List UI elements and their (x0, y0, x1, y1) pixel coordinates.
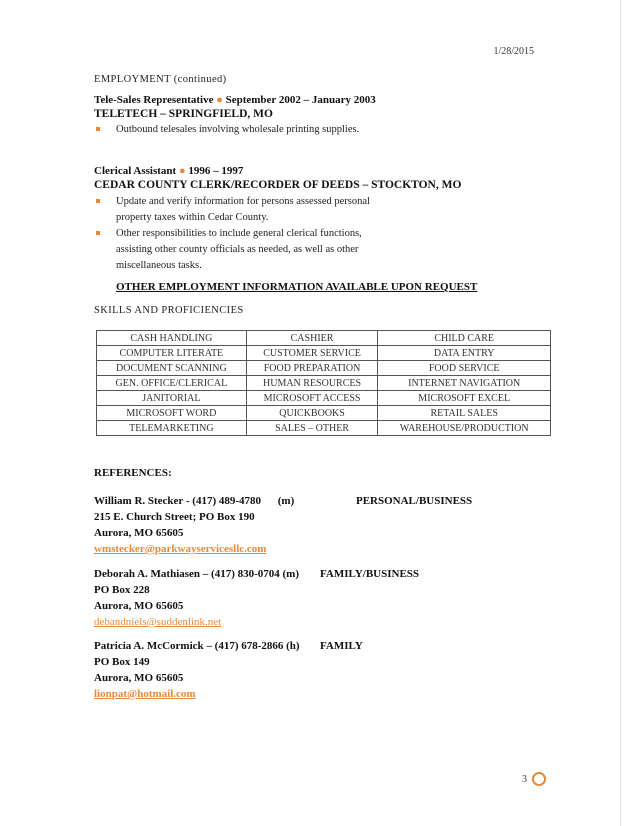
skill-cell: CASH HANDLING (97, 331, 247, 346)
skill-cell: FOOD PREPARATION (246, 361, 378, 376)
skill-cell: MICROSOFT WORD (97, 406, 247, 421)
skill-cell: INTERNET NAVIGATION (378, 376, 551, 391)
reference-1 (94, 493, 514, 557)
skill-cell: DOCUMENT SCANNING (97, 361, 247, 376)
skill-cell: QUICKBOOKS (246, 406, 378, 421)
skill-cell: GEN. OFFICE/CLERICAL (97, 376, 247, 391)
job-dates: September 2002 – January 2003 (225, 94, 376, 106)
bullet-marker (96, 199, 100, 203)
reference-address-line1: 215 E. Church Street; PO Box 190 (94, 511, 255, 523)
page-date: 1/28/2015 (493, 46, 534, 57)
job-employer: TELETECH – SPRINGFIELD, MO (94, 108, 273, 120)
separator-dot: ● (178, 165, 186, 177)
skills-heading: SKILLS AND PROFICIENCIES (94, 305, 244, 316)
job-title-line (94, 94, 376, 106)
skills-row (97, 391, 551, 406)
bullet-text: Outbound telesales involving wholesale printing supplies. (116, 124, 360, 135)
skill-cell: JANITORIAL (97, 391, 247, 406)
skill-cell: WAREHOUSE/PRODUCTION (378, 421, 551, 436)
job-employer: CEDAR COUNTY CLERK/RECORDER OF DEEDS – STOCKTON, MO (94, 179, 462, 191)
references-heading: REFERENCES: (94, 467, 172, 479)
skill-cell: CASHIER (246, 331, 378, 346)
skill-cell: SALES – OTHER (246, 421, 378, 436)
bullet-text: Update and verify information for persons assessed personal property taxes within Cedar County. (116, 196, 370, 223)
skill-cell: MICROSOFT ACCESS (246, 391, 378, 406)
skills-row (97, 376, 551, 391)
job-dates: 1996 – 1997 (188, 165, 244, 177)
reference-address-line2: Aurora, MO 65605 (94, 600, 184, 612)
reference-name-phone: Patricia A. McCormick – (417) 678-2866 (h) (94, 640, 300, 652)
skill-cell: CUSTOMER SERVICE (246, 346, 378, 361)
reference-name-phone: William R. Stecker - (417) 489-4780 (94, 495, 262, 507)
skills-table (96, 330, 551, 436)
bullet-marker (96, 127, 100, 131)
reference-address-line2: Aurora, MO 65605 (94, 672, 184, 684)
reference-address-line2: Aurora, MO 65605 (94, 527, 184, 539)
reference-email-link[interactable]: lionpat@hotmail.com (94, 688, 196, 700)
reference-relation: FAMILY (320, 640, 363, 652)
reference-relation: PERSONAL/BUSINESS (356, 495, 473, 507)
other-info-note: OTHER EMPLOYMENT INFORMATION AVAILABLE UPON REQUEST (116, 281, 478, 293)
skills-row (97, 331, 551, 346)
skills-row (97, 421, 551, 436)
bullet-item (96, 226, 416, 276)
reference-3 (94, 638, 514, 702)
reference-relation: FAMILY/BUSINESS (320, 568, 420, 580)
reference-address-line1: PO Box 149 (94, 656, 150, 668)
job-title: Clerical Assistant (94, 165, 177, 177)
reference-email-link[interactable]: wmstecker@parkwayservicesllc.com (94, 543, 267, 555)
reference-address-line1: PO Box 228 (94, 584, 150, 596)
job-title: Tele-Sales Representative (94, 94, 214, 106)
reference-name-phone: Deborah A. Mathiasen – (417) 830-0704 (m) (94, 568, 300, 580)
bullet-item (96, 122, 416, 140)
bullet-marker (96, 231, 100, 235)
skill-cell: DATA ENTRY (378, 346, 551, 361)
job-title-line (94, 165, 243, 177)
skills-row (97, 346, 551, 361)
skill-cell: FOOD SERVICE (378, 361, 551, 376)
skill-cell: MICROSOFT EXCEL (378, 391, 551, 406)
skill-cell: CHILD CARE (378, 331, 551, 346)
reference-phone-type: (m) (277, 495, 295, 507)
skills-row (97, 361, 551, 376)
skill-cell: HUMAN RESOURCES (246, 376, 378, 391)
separator-dot: ● (216, 94, 223, 106)
reference-name-line (94, 638, 514, 654)
reference-name-line (94, 493, 514, 509)
reference-email-link[interactable]: debandniels@suddenlink.net (94, 616, 222, 628)
skills-row (97, 406, 551, 421)
reference-2 (94, 566, 514, 630)
skill-cell: TELEMARKETING (97, 421, 247, 436)
bullet-text: Other responsibilities to include general clerical functions, assisting other county officials as needed, as well as other miscellaneous tasks. (116, 228, 362, 271)
employment-heading: EMPLOYMENT (continued) (94, 74, 227, 85)
bullet-item (96, 194, 416, 228)
page-number: 3 (522, 774, 527, 785)
reference-name-line (94, 566, 514, 582)
skill-cell: RETAIL SALES (378, 406, 551, 421)
swirl-icon (532, 772, 546, 786)
skill-cell: COMPUTER LITERATE (97, 346, 247, 361)
